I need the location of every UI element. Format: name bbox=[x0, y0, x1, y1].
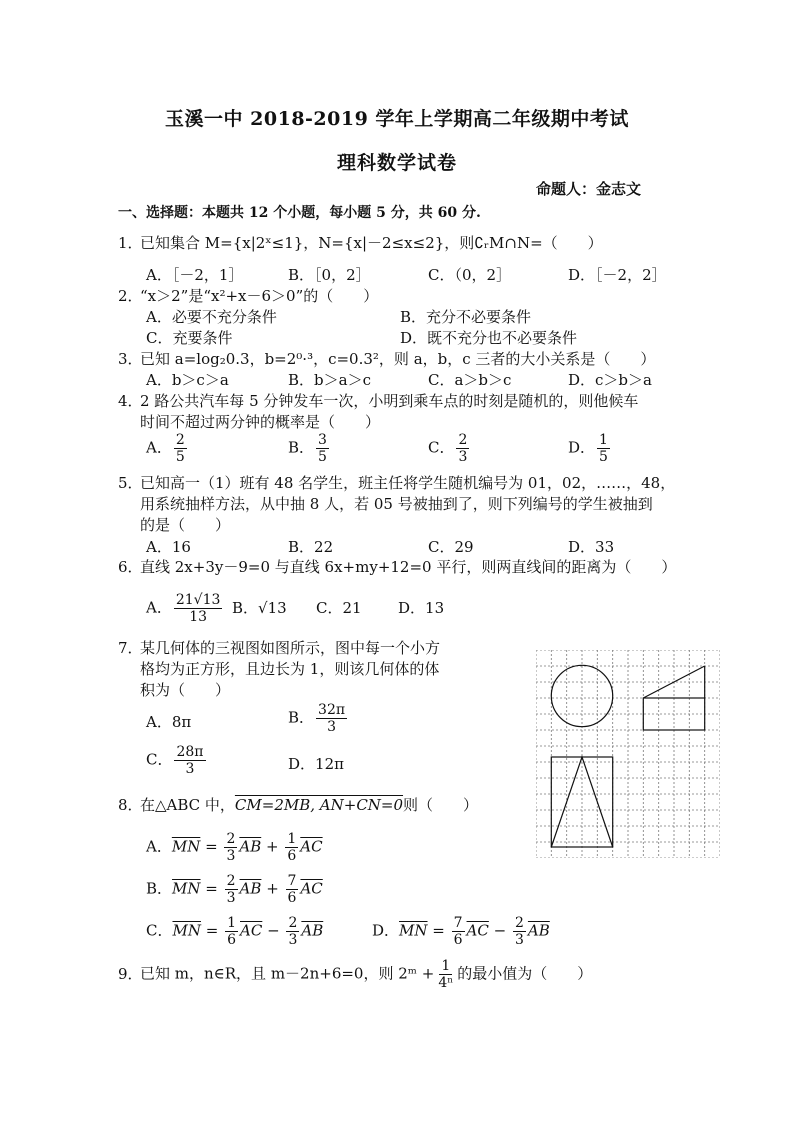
question-number: 4． bbox=[118, 392, 143, 410]
question-stem-pre: 已知 m，n∈R，且 m－2n+6=0，则 2ᵐ + bbox=[140, 964, 435, 983]
denominator: 3 bbox=[458, 449, 468, 465]
author-line: 命题人：金志文 bbox=[536, 180, 642, 198]
q3-option-d[interactable]: D．c＞b＞a bbox=[568, 371, 652, 389]
vector-term: $\overline{AB}$ bbox=[239, 837, 262, 856]
numerator: 2 bbox=[175, 432, 185, 448]
vector-term: $\overline{AB}$ bbox=[527, 921, 550, 940]
option-label: C． bbox=[146, 750, 173, 769]
q1-option-b[interactable]: B．［0，2］ bbox=[288, 266, 371, 284]
question-stem-line-1: 已知高一（1）班有 48 名学生，班主任将学生随机编号为 01，02，……，48， bbox=[140, 474, 676, 492]
denominator: 4ⁿ bbox=[438, 975, 454, 991]
fraction bbox=[174, 432, 187, 465]
option-label: A． bbox=[146, 438, 172, 457]
q5-option-a[interactable]: A．16 bbox=[146, 538, 191, 556]
q7-option-c[interactable] bbox=[146, 744, 208, 777]
q3-option-b[interactable]: B．b＞a＞c bbox=[288, 371, 371, 389]
question-5 bbox=[118, 472, 675, 494]
question-number: 9． bbox=[118, 964, 143, 983]
exam-title: 玉溪一中 2018-2019 学年上学期高二年级期中考试 bbox=[165, 108, 629, 130]
q7-option-a[interactable]: A．8π bbox=[146, 713, 192, 731]
fraction bbox=[316, 432, 329, 465]
operator: − bbox=[267, 921, 280, 940]
question-stem-post: 的最小值为（ ） bbox=[457, 964, 593, 983]
numerator: 2 bbox=[515, 915, 524, 931]
question-7-cont-2: 积为（ ） bbox=[140, 681, 231, 699]
q3-option-c[interactable]: C．a＞b＞c bbox=[428, 371, 512, 389]
q1-option-d[interactable]: D．［－2，2］ bbox=[568, 266, 667, 284]
q6-option-d[interactable]: D．13 bbox=[398, 599, 445, 617]
q5-option-b[interactable]: B．22 bbox=[288, 538, 334, 556]
fraction bbox=[436, 958, 455, 991]
numerator: 28π bbox=[176, 744, 204, 760]
vector-lhs: $\overline{MN}$ bbox=[399, 921, 428, 940]
q2-option-b[interactable]: B．充分不必要条件 bbox=[400, 308, 532, 326]
question-4 bbox=[118, 390, 638, 412]
q3-option-a[interactable]: A．b＞c＞a bbox=[146, 371, 229, 389]
vector-term: $\overline{AC}$ bbox=[300, 879, 323, 898]
option-label: A． bbox=[146, 598, 172, 617]
q5-option-d[interactable]: D．33 bbox=[568, 538, 615, 556]
q4-option-c[interactable] bbox=[428, 432, 471, 465]
fraction bbox=[174, 592, 223, 625]
numerator: 7 bbox=[453, 915, 463, 931]
vector-lhs: $\overline{MN}$ bbox=[171, 837, 201, 856]
option-label: B． bbox=[288, 708, 315, 727]
option-label: C． bbox=[428, 438, 455, 457]
q8-option-a[interactable]: A．$\overline{MN}$ = $\frac{2}{3}$ $\overline{AB}$ + $\frac{1}{6}$ $\overline{AC}$ bbox=[146, 831, 323, 864]
question-number: 2． bbox=[118, 287, 143, 305]
numerator: 2 bbox=[226, 831, 236, 847]
denominator: 5 bbox=[318, 449, 327, 465]
vector-term: $\overline{AC}$ bbox=[466, 921, 489, 940]
q1-option-a[interactable]: A．［－2，1］ bbox=[146, 266, 244, 284]
denominator: 3 bbox=[226, 890, 236, 906]
question-7 bbox=[118, 637, 440, 659]
q7-option-b[interactable] bbox=[288, 702, 349, 735]
q5-option-c[interactable]: C．29 bbox=[428, 538, 474, 556]
numerator: 1 bbox=[441, 958, 451, 974]
denominator: 13 bbox=[189, 609, 208, 625]
numerator: 32π bbox=[318, 702, 346, 718]
numerator: 7 bbox=[287, 873, 297, 889]
vector-equation: CM=2MB, AN+CN=0 bbox=[234, 796, 404, 814]
vector-lhs: $\overline{MN}$ bbox=[172, 921, 201, 940]
question-1 bbox=[118, 232, 603, 254]
q6-option-b[interactable]: B．√13 bbox=[232, 599, 287, 617]
dashed-grid bbox=[536, 650, 720, 858]
q1-option-c[interactable]: C．（0，2］ bbox=[428, 266, 512, 284]
operator: + bbox=[266, 837, 279, 856]
question-number: 5． bbox=[118, 474, 143, 492]
question-stem: 已知集合 M={x|2ˣ≤1}，N={x|－2≤x≤2}，则∁ᵣM∩N=（ ） bbox=[140, 234, 603, 252]
question-stem: 直线 2x+3y－9=0 与直线 6x+my+12=0 平行，则两直线间的距离为（ ） bbox=[140, 558, 677, 576]
numerator: 1 bbox=[287, 831, 297, 847]
section-heading: 一、选择题：本题共 12 个小题，每小题 5 分，共 60 分. bbox=[118, 205, 481, 221]
denominator: 5 bbox=[175, 449, 185, 465]
denominator: 3 bbox=[288, 932, 298, 948]
vector-term: $\overline{AB}$ bbox=[301, 921, 324, 940]
numerator: 1 bbox=[599, 432, 608, 448]
vector-term: $\overline{AC}$ bbox=[300, 837, 323, 856]
vector-term: $\overline{AB}$ bbox=[239, 879, 262, 898]
question-number: 6． bbox=[118, 558, 143, 576]
fraction bbox=[286, 915, 299, 948]
denominator: 5 bbox=[599, 449, 608, 465]
option-label: A． bbox=[146, 837, 172, 856]
fraction bbox=[452, 915, 465, 948]
question-2 bbox=[118, 285, 378, 307]
question-7-cont-1: 格均为正方形，且边长为 1，则该几何体的体 bbox=[140, 660, 440, 678]
question-number: 8． bbox=[118, 796, 143, 814]
fraction bbox=[286, 873, 299, 906]
operator: + bbox=[266, 879, 279, 898]
operator: − bbox=[493, 921, 507, 940]
question-stem: 已知 a=log₂0.3，b=2⁰·³，c=0.3²，则 a，b，c 三者的大小关系是（ ） bbox=[140, 350, 656, 368]
question-6 bbox=[118, 556, 676, 578]
q2-option-a[interactable]: A．必要不充分条件 bbox=[146, 308, 277, 326]
q2-option-c[interactable]: C．充要条件 bbox=[146, 329, 233, 347]
question-5-cont-2: 的是（ ） bbox=[140, 516, 231, 534]
numerator: 2 bbox=[288, 915, 298, 931]
q4-option-b[interactable] bbox=[288, 432, 331, 465]
fraction bbox=[174, 744, 205, 777]
option-label: D． bbox=[372, 921, 400, 940]
numerator: 2 bbox=[226, 873, 236, 889]
q7-option-d[interactable]: D．12π bbox=[288, 755, 344, 773]
fraction bbox=[225, 873, 238, 906]
question-stem-post: 则（ ） bbox=[403, 796, 479, 814]
question-stem: “x＞2”是“x²+x－6＞0”的（ ） bbox=[140, 287, 379, 305]
denominator: 6 bbox=[287, 848, 297, 864]
option-label: D． bbox=[568, 438, 596, 457]
three-view-figure bbox=[536, 650, 720, 858]
numerator: 21√13 bbox=[175, 592, 221, 608]
fraction bbox=[513, 915, 526, 948]
denominator: 3 bbox=[185, 761, 195, 777]
fraction bbox=[316, 702, 347, 735]
q6-option-a[interactable] bbox=[146, 592, 224, 625]
fraction bbox=[225, 915, 238, 948]
question-8 bbox=[118, 794, 478, 816]
q2-option-d[interactable]: D．既不充分也不必要条件 bbox=[400, 329, 578, 347]
numerator: 3 bbox=[318, 432, 327, 448]
denominator: 6 bbox=[453, 932, 463, 948]
numerator: 1 bbox=[227, 915, 236, 931]
denominator: 3 bbox=[327, 719, 336, 735]
denominator: 6 bbox=[227, 932, 236, 948]
question-number: 1． bbox=[118, 234, 143, 252]
option-label: B． bbox=[146, 879, 173, 898]
question-4-cont: 时间不超过两分钟的概率是（ ） bbox=[140, 413, 381, 431]
question-stem-pre: 在△ABC 中， bbox=[140, 796, 235, 814]
question-5-cont-1: 用系统抽样方法，从中抽 8 人，若 05 号被抽到了，则下列编号的学生被抽到 bbox=[140, 495, 653, 513]
denominator: 6 bbox=[287, 890, 297, 906]
exam-subtitle: 理科数学试卷 bbox=[336, 152, 457, 174]
question-stem-line-1: 某几何体的三视图如图所示，图中每一个小方 bbox=[140, 639, 441, 657]
question-9 bbox=[118, 958, 592, 991]
question-number: 7． bbox=[118, 639, 143, 657]
fraction bbox=[285, 831, 298, 864]
fraction bbox=[456, 432, 469, 465]
denominator: 3 bbox=[226, 848, 236, 864]
question-stem-line-1: 2 路公共汽车每 5 分钟发车一次，小明到乘车点的时刻是随机的，则他候车 bbox=[140, 392, 639, 410]
question-3 bbox=[118, 348, 655, 370]
fraction bbox=[597, 432, 610, 465]
option-label: C． bbox=[146, 921, 173, 940]
denominator: 3 bbox=[515, 932, 524, 948]
q8-option-d[interactable]: D．$\overline{MN}$ = $\frac{7}{6}$ $\overline{AC}$ − $\frac{2}{3}$ $\overline{AB}$ bbox=[372, 915, 550, 948]
fraction bbox=[224, 831, 237, 864]
q4-option-a[interactable] bbox=[146, 432, 189, 465]
q6-option-c[interactable]: C．21 bbox=[316, 599, 362, 617]
vector-term: $\overline{AC}$ bbox=[240, 921, 263, 940]
q8-option-b[interactable]: B．$\overline{MN}$ = $\frac{2}{3}$ $\overline{AB}$ + $\frac{7}{6}$ $\overline{AC}$ bbox=[146, 873, 323, 906]
q8-option-c[interactable]: C．$\overline{MN}$ = $\frac{1}{6}$ $\overline{AC}$ − $\frac{2}{3}$ $\overline{AB}$ bbox=[146, 915, 324, 948]
option-label: B． bbox=[288, 438, 315, 457]
vector-lhs: $\overline{MN}$ bbox=[172, 879, 201, 898]
numerator: 2 bbox=[458, 432, 468, 448]
question-number: 3． bbox=[118, 350, 143, 368]
q4-option-d[interactable] bbox=[568, 432, 612, 465]
